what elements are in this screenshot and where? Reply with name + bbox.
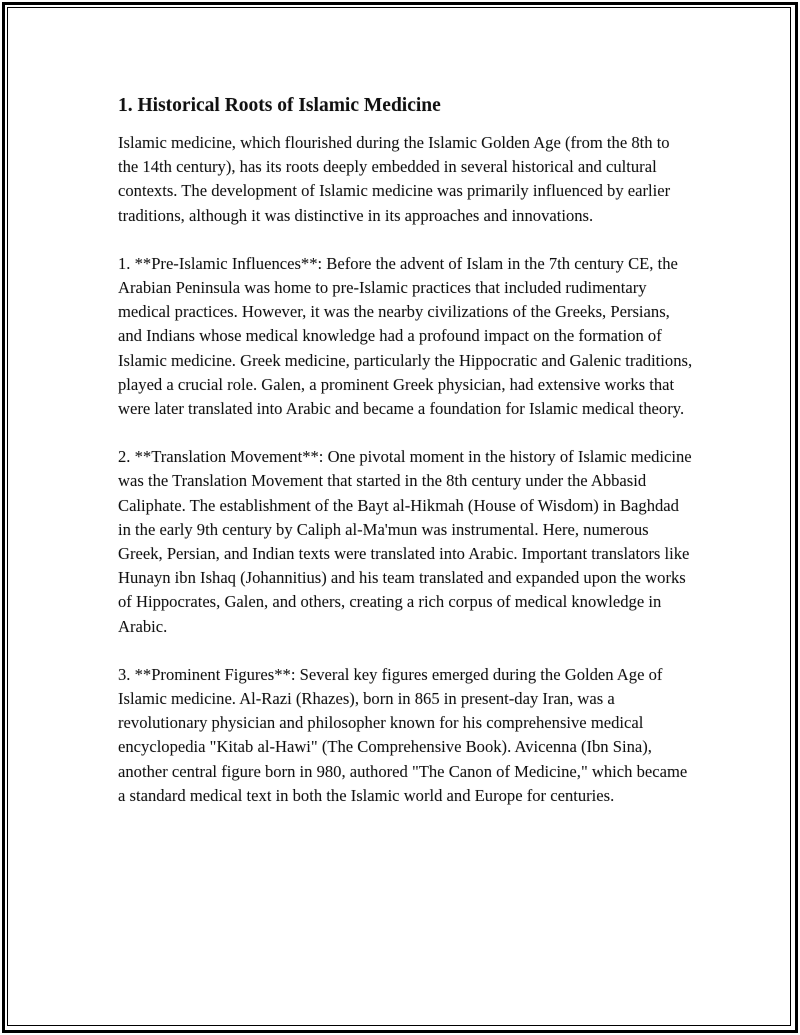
translation-movement-paragraph: 2. **Translation Movement**: One pivotal moment in the history of Islamic medicine was the Translation Movement that started in the 8th century under the Abbasid Caliphate. The establishment of the Bayt al-Hikmah (House of Wisdom) in Baghdad in the early 9th century by Caliph al-Ma'mun was instrumental. Here, numerous Greek, Persian, and Indian texts were translated into Arabic. Important translators like Hunayn ibn Ishaq (Johannitius) and his team translated and expanded upon the works of Hippocrates, Galen, and others, creating a rich corpus of medical knowledge in Arabic. [118,447,692,636]
document-body [118,93,693,832]
intro-paragraph: Islamic medicine, which flourished during the Islamic Golden Age (from the 8th to the 14th century), has its roots deeply embedded in several historical and cultural contexts. The development of Islamic medicine was primarily influenced by earlier traditions, although it was distinctive in its approaches and innovations. [118,133,671,225]
prominent-figures-paragraph: 3. **Prominent Figures**: Several key figures emerged during the Golden Age of Islamic medicine. Al-Razi (Rhazes), born in 865 in present-day Iran, was a revolutionary physician and philosopher known for his comprehensive medical encyclopedia "Kitab al-Hawi" (The Comprehensive Book). Avicenna (Ibn Sina), another central figure born in 980, authored "The Canon of Medicine," which became a standard medical text in both the Islamic world and Europe for centuries. [118,664,688,805]
section-heading: 1. Historical Roots of Islamic Medicine [118,95,441,116]
pre-islamic-influences-paragraph: 1. **Pre-Islamic Influences**: Before the advent of Islam in the 7th century CE, the Arabian Peninsula was home to pre-Islamic practices that included rudimentary medical practices. However, it was the nearby civilizations of the Greeks, Persians, and Indians whose medical knowledge had a profound impact on the formation of Islamic medicine. Greek medicine, particularly the Hippocratic and Galenic traditions, played a crucial role. Galen, a prominent Greek physician, had extensive works that were later translated into Arabic and became a foundation for Islamic medical theory. [118,253,693,419]
